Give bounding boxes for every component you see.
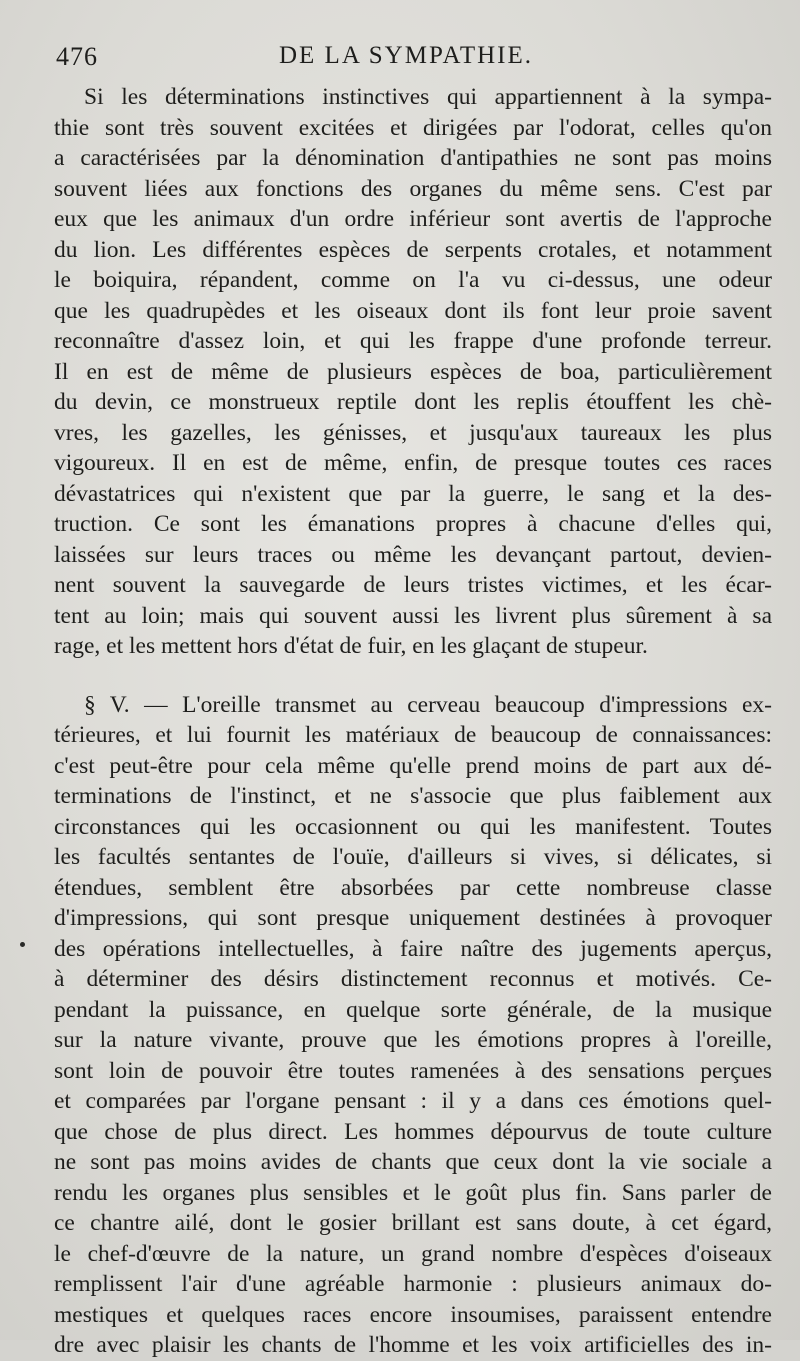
section-heading-line: § V. — L'oreille transmet au cerveau beaucoup d'impressions ex- xyxy=(84,691,772,718)
text-line: térieures, et lui fournit les matériaux de beaucoup de connaissances: xyxy=(54,722,772,748)
text-line: souvent liées aux fonctions des organes du même sens. C'est par xyxy=(54,175,772,202)
text-line: que chose de plus direct. Les hommes dépourvus de toute culture xyxy=(54,1118,772,1145)
text-line: et comparées par l'organe pensant : il y a dans ces émotions quel- xyxy=(54,1088,772,1114)
body-text xyxy=(54,82,772,1361)
text-line: ce chantre ailé, dont le gosier brillant est sans doute, à cet égard, xyxy=(54,1210,772,1236)
text-line: le chef-d'œuvre de la nature, un grand nombre d'espèces d'oiseaux xyxy=(54,1240,772,1267)
text-line: circonstances qui les occasionnent ou qui les manifestent. Toutes xyxy=(54,813,772,840)
text-line: que les quadrupèdes et les oiseaux dont ils font leur proie savent xyxy=(54,297,772,324)
text-line: dre avec plaisir les chants de l'homme et les voix artificielles des in- xyxy=(54,1332,772,1358)
text-line: eux que les animaux d'un ordre inférieur sont avertis de l'approche xyxy=(54,206,772,232)
text-line: des opérations intellectuelles, à faire naître des jugements aperçus, xyxy=(54,935,772,962)
text-line: Si les déterminations instinctives qui appartiennent à la sympa- xyxy=(84,84,772,110)
text-line: laissées sur leurs traces ou même les devançant partout, devien- xyxy=(54,541,772,568)
paragraph-1 xyxy=(54,82,772,662)
text-line: truction. Ce sont les émanations propres à chacune d'elles qui, xyxy=(54,511,772,537)
text-line: Il en est de même de plusieurs espèces de boa, particulièrement xyxy=(54,358,772,385)
text-line: tent au loin; mais qui souvent aussi les livrent plus sûrement à sa xyxy=(54,602,772,629)
text-line: remplissent l'air d'une agréable harmonie : plusieurs animaux do- xyxy=(54,1271,772,1297)
text-line: reconnaître d'assez loin, et qui les frappe d'une profonde terreur. xyxy=(54,328,772,354)
text-line: à déterminer des désirs distinctement reconnus et motivés. Ce- xyxy=(54,966,772,992)
text-line: étendues, semblent être absorbées par cette nombreuse classe xyxy=(54,874,772,901)
text-line: les facultés sentantes de l'ouïe, d'ailleurs si vives, si délicates, si xyxy=(54,844,772,870)
text-line: thie sont très souvent excitées et dirigées par l'odorat, celles qu'on xyxy=(54,114,772,141)
text-line: rendu les organes plus sensibles et le goût plus fin. Sans parler de xyxy=(54,1179,772,1206)
text-line: ne sont pas moins avides de chants que ceux dont la vie sociale a xyxy=(54,1149,772,1175)
running-title: DE LA SYMPATHIE. xyxy=(278,42,534,69)
text-line: c'est peut-être pour cela même qu'elle prend moins de part aux dé- xyxy=(54,752,772,779)
paragraph-gap xyxy=(54,662,772,690)
text-line: d'impressions, qui sont presque uniquement destinées à provoquer xyxy=(54,905,772,931)
page-number: 476 xyxy=(56,42,98,71)
text-line: rage, et les mettent hors d'état de fuir, en les glaçant de stupeur. xyxy=(54,633,648,659)
text-line: sur la nature vivante, prouve que les émotions propres à l'oreille, xyxy=(54,1027,772,1053)
text-line: du lion. Les différentes espèces de serpents crotales, et notamment xyxy=(54,236,772,263)
paragraph-2 xyxy=(54,690,772,1361)
text-line: vigoureux. Il en est de même, enfin, de presque toutes ces races xyxy=(54,450,772,476)
margin-mark xyxy=(20,942,25,947)
page-header xyxy=(56,42,756,76)
text-line: terminations de l'instinct, et ne s'associe que plus faiblement aux xyxy=(54,783,772,809)
text-line: pendant la puissance, en quelque sorte générale, de la musique xyxy=(54,996,772,1023)
text-line: dévastatrices qui n'existent que par la guerre, le sang et la des- xyxy=(54,480,772,507)
text-line: sont loin de pouvoir être toutes ramenées à des sensations perçues xyxy=(54,1057,772,1084)
text-line: du devin, ce monstrueux reptile dont les replis étouffent les chè- xyxy=(54,389,772,415)
text-line: le boiquira, répandent, comme on l'a vu ci-dessus, une odeur xyxy=(54,267,772,293)
text-line: mestiques et quelques races encore insoumises, paraissent entendre xyxy=(54,1301,772,1328)
text-line: nent souvent la sauvegarde de leurs tristes victimes, et les écar- xyxy=(54,572,772,598)
text-line: vres, les gazelles, les génisses, et jusqu'aux taureaux les plus xyxy=(54,419,772,446)
text-line: a caractérisées par la dénomination d'antipathies ne sont pas moins xyxy=(54,145,772,171)
